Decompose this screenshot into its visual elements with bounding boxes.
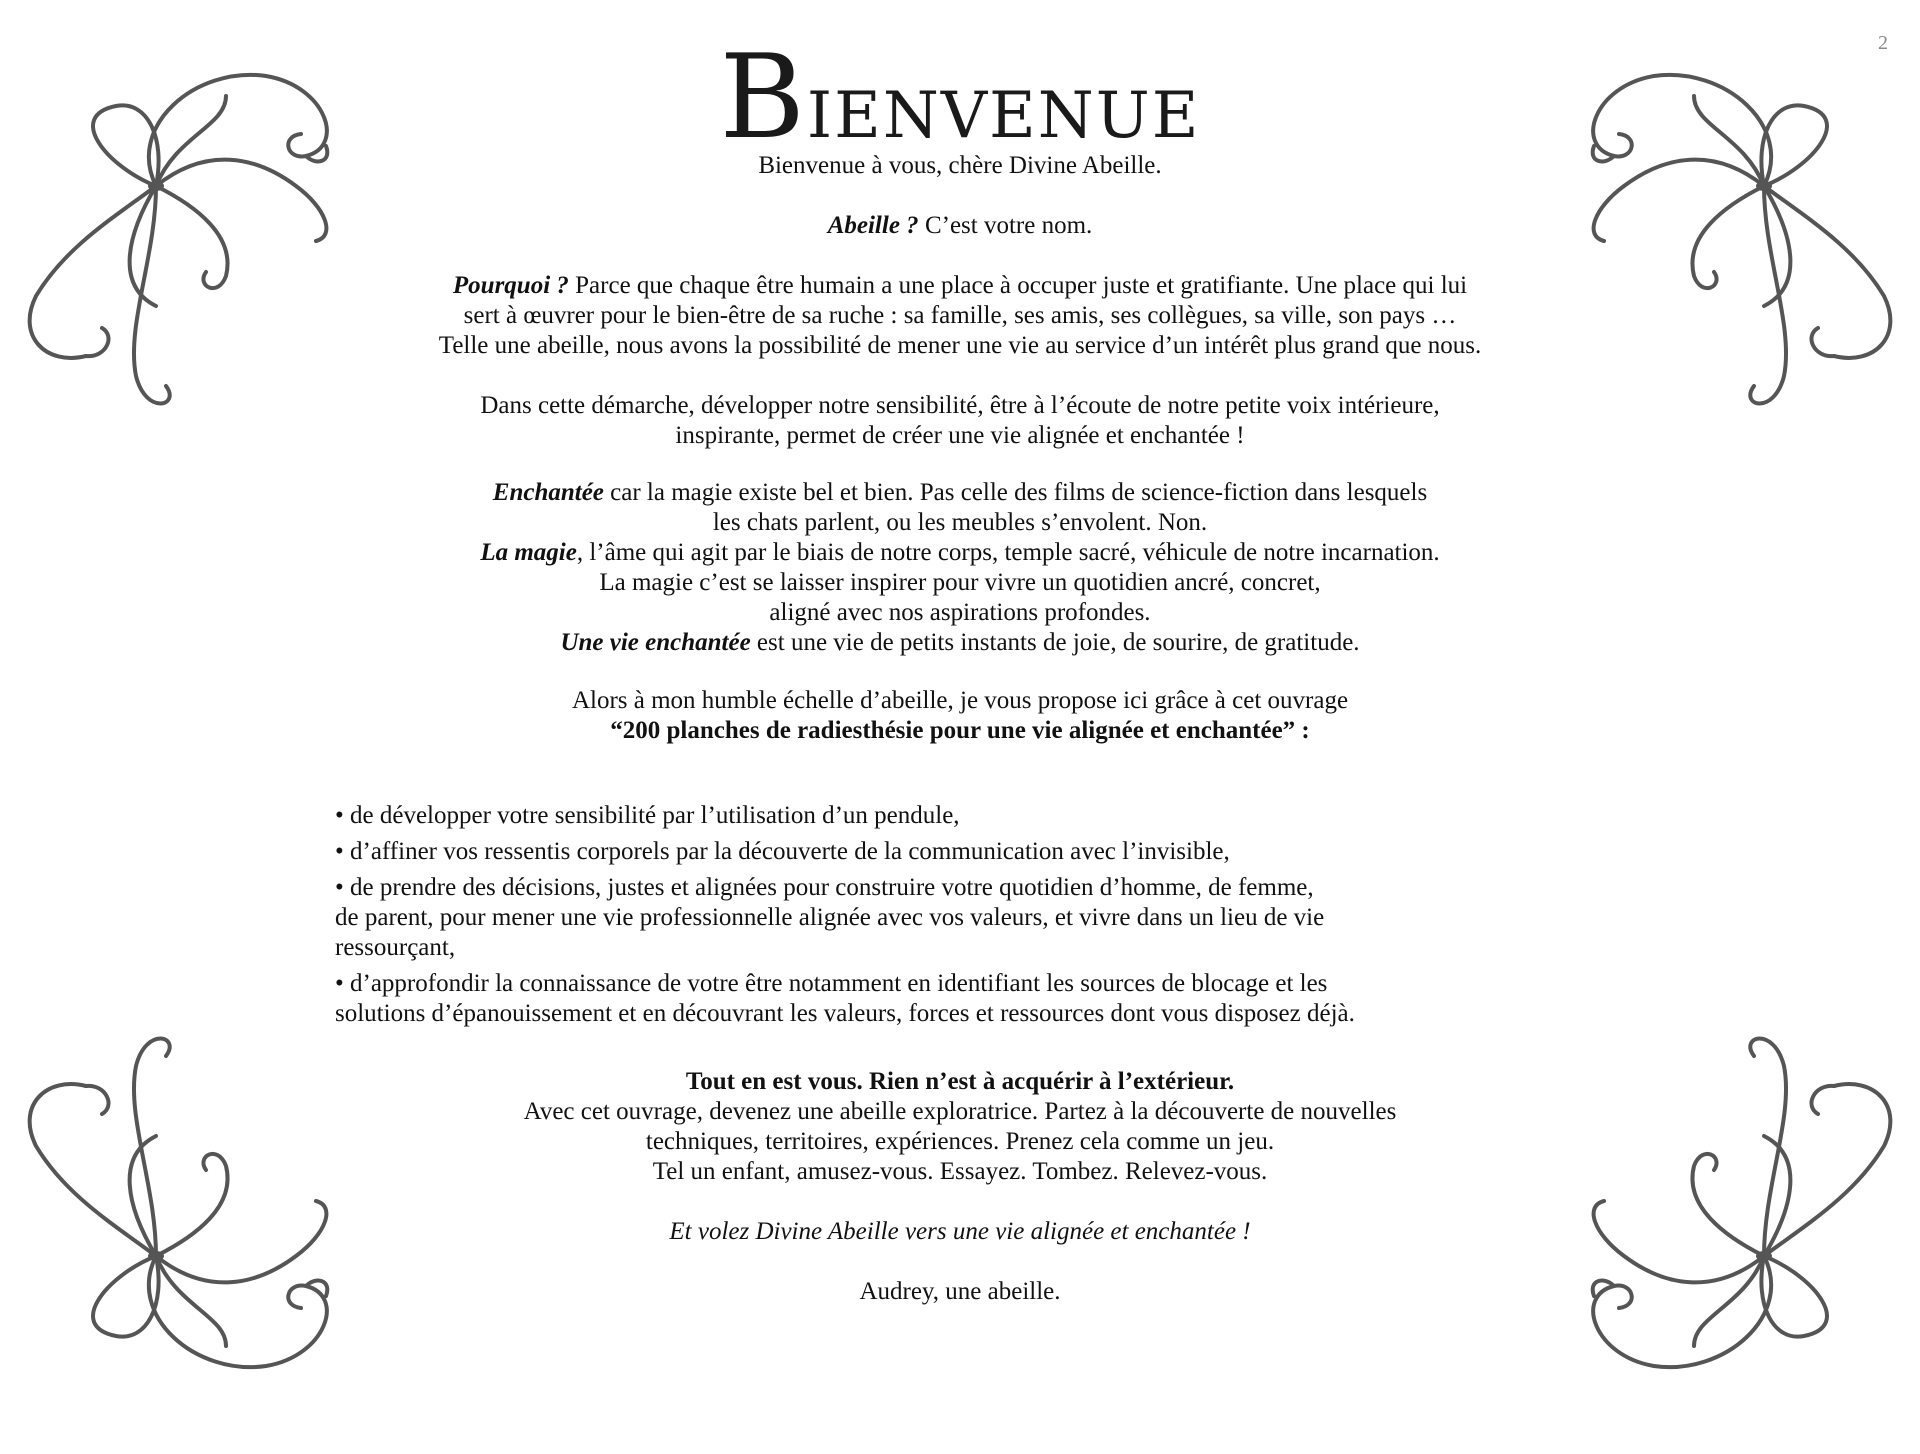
bullet-item	[335, 969, 1625, 1029]
closing-line-1: Avec cet ouvrage, devenez une abeille exploratrice. Partez à la découverte de nouvelles	[523, 1098, 1397, 1125]
abeille-keyword: Abeille ?	[827, 212, 919, 239]
bullet-line: • d’affiner vos ressentis corporels par la découverte de la communication avec l’invisible,	[335, 838, 1230, 865]
bullet-list	[335, 801, 1625, 1035]
vie-text: est une vie de petits instants de joie, de sourire, de gratitude.	[750, 629, 1360, 656]
bullet-line: de parent, pour mener une vie professionnelle alignée avec vos valeurs, et vivre dans un lieu de vie	[335, 904, 1325, 931]
title-rest: ienvenue	[806, 52, 1201, 159]
bullet-line: ressourçant,	[335, 934, 456, 961]
pourquoi-line-1	[0, 271, 1920, 301]
closing-section	[0, 1067, 1920, 1307]
enchantee-line-1	[0, 478, 1920, 508]
bullet-line: • de développer votre sensibilité par l’utilisation d’un pendule,	[335, 802, 960, 829]
bullet-line: • d’approfondir la connaissance de votre être notamment en identifiant les sources de blocage et les	[335, 970, 1328, 997]
proposal-section	[0, 686, 1920, 746]
bullet-item	[335, 873, 1625, 963]
magie-line-3: aligné avec nos aspirations profondes.	[769, 599, 1151, 626]
magic-section	[0, 478, 1920, 658]
vie-keyword: Une vie enchantée	[560, 629, 751, 656]
pourquoi-line-3: Telle une abeille, nous avons la possibilité de mener une vie au service d’un intérêt plus grand que nous.	[438, 332, 1482, 359]
enchantee-keyword: Enchantée	[492, 479, 604, 506]
title-initial: B	[719, 30, 807, 165]
bullet-item	[335, 837, 1625, 867]
magie-line-2: La magie c’est se laisser inspirer pour vivre un quotidien ancré, concret,	[599, 569, 1321, 596]
book-title: “200 planches de radiesthésie pour une vie alignée et enchantée” :	[610, 717, 1310, 744]
enchantee-line-2: les chats parlent, ou les meubles s’envolent. Non.	[712, 509, 1208, 536]
magie-line-1	[0, 538, 1920, 568]
abeille-text: C’est votre nom.	[918, 212, 1093, 239]
enchantee-text-1: car la magie existe bel et bien. Pas celle des films de science-fiction dans lesquels	[603, 479, 1428, 506]
bullet-line: • de prendre des décisions, justes et alignées pour construire votre quotidien d’homme, de femme,	[335, 874, 1314, 901]
pourquoi-text-1: Parce que chaque être humain a une place à occuper juste et gratifiante. Une place qui lui	[568, 272, 1468, 299]
magie-text-1: , l’âme qui agit par le biais de notre corps, temple sacré, véhicule de notre incarnation.	[576, 539, 1440, 566]
bullet-item	[335, 801, 1625, 831]
intro-section	[0, 151, 1920, 451]
pourquoi-keyword: Pourquoi ?	[452, 272, 569, 299]
signature: Audrey, une abeille.	[859, 1278, 1061, 1305]
abeille-line	[0, 211, 1920, 241]
bullet-line: solutions d’épanouissement et en découvrant les valeurs, forces et ressources dont vous disposez déjà.	[335, 1000, 1355, 1027]
closing-italic-line: Et volez Divine Abeille vers une vie alignée et enchantée !	[669, 1218, 1251, 1245]
greeting-line: Bienvenue à vous, chère Divine Abeille.	[758, 152, 1162, 179]
demarche-line-1: Dans cette démarche, développer notre sensibilité, être à l’écoute de notre petite voix intérieure,	[480, 392, 1440, 419]
closing-bold-line: Tout en est vous. Rien n’est à acquérir à l’extérieur.	[685, 1068, 1235, 1095]
vie-line	[0, 628, 1920, 658]
magie-keyword: La magie	[480, 539, 577, 566]
pourquoi-line-2: sert à œuvrer pour le bien-être de sa ruche : sa famille, ses amis, ses collègues, sa ville, son pays …	[463, 302, 1457, 329]
demarche-line-2: inspirante, permet de créer une vie alignée et enchantée !	[675, 422, 1245, 449]
proposal-line: Alors à mon humble échelle d’abeille, je vous propose ici grâce à cet ouvrage	[571, 687, 1349, 714]
page-number: 2	[1878, 32, 1888, 54]
page-title	[0, 30, 1920, 165]
closing-line-2: techniques, territoires, expériences. Prenez cela comme un jeu.	[645, 1128, 1275, 1155]
closing-line-3: Tel un enfant, amusez-vous. Essayez. Tombez. Relevez-vous.	[652, 1158, 1268, 1185]
